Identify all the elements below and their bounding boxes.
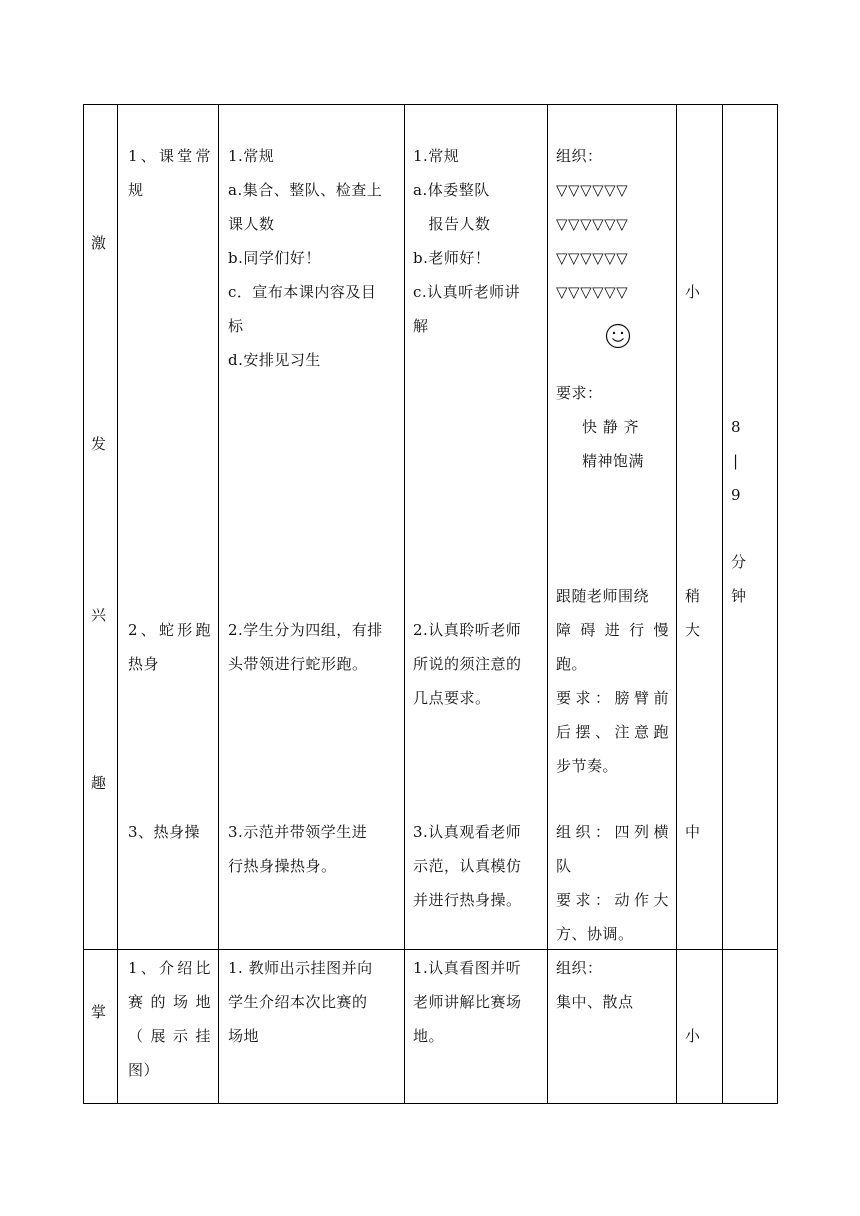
r3-content: 3、热身操 [128, 823, 201, 841]
r2-org-line-5: 后摆、注意跑 [556, 723, 669, 741]
time-line-3: 9 [731, 486, 742, 504]
r2-content-line-1: 2、蛇形跑 [128, 621, 211, 639]
r2-org-line-3: 跑。 [556, 655, 588, 673]
r1-student-line-5: c.认真听老师讲 [413, 283, 521, 301]
r1-teacher-line-7: d.安排见习生 [228, 351, 321, 369]
r1-student-line-6: 解 [413, 317, 429, 335]
r1-content-line-1: 1、课堂常 [128, 147, 211, 165]
table-border-bottom [83, 1103, 778, 1104]
col-line-7-top [777, 104, 778, 949]
r3-teacher-line-2: 行热身操热身。 [228, 857, 337, 875]
r1-formation-row-2: ▽▽▽▽▽▽ [556, 215, 629, 233]
r3-student-line-1: 3.认真观看老师 [413, 823, 522, 841]
col-line-0 [83, 104, 84, 1104]
time-line-4: 分 [731, 553, 747, 571]
section-divider [83, 949, 778, 950]
col-line-5 [676, 104, 677, 1104]
r1-content-line-2: 规 [128, 181, 144, 199]
stage-char-2: 发 [91, 435, 107, 453]
r2-content-line-2: 热身 [128, 655, 160, 673]
r1-formation-row-1: ▽▽▽▽▽▽ [556, 181, 629, 199]
r4-student-line-2: 老师讲解比赛场 [413, 993, 522, 1011]
r2-student-line-2: 所说的须注意的 [413, 655, 522, 673]
r2-student-line-3: 几点要求。 [413, 689, 491, 707]
stage-char-5: 掌 [91, 1003, 107, 1021]
r1-student-line-1: 1.常规 [413, 147, 460, 165]
r3-org-line-2: 队 [556, 857, 572, 875]
r2-intensity-line-1: 稍 [685, 587, 701, 605]
r2-intensity-line-2: 大 [685, 621, 701, 639]
r4-org-line-2: 集中、散点 [556, 993, 634, 1011]
r1-org-line-1: 组织： [556, 147, 603, 165]
r2-org-line-4: 要求：膀臂前 [556, 689, 669, 707]
r3-intensity: 中 [685, 823, 701, 841]
r1-teacher-line-1: 1.常规 [228, 147, 275, 165]
r4-student-line-1: 1.认真看图并听 [413, 959, 522, 977]
r1-student-line-3: 报告人数 [413, 215, 491, 233]
r1-req-label: 要求： [556, 384, 603, 402]
col-line-6 [722, 104, 723, 1104]
col-line-3 [404, 104, 405, 1104]
r4-student-line-3: 地。 [413, 1027, 445, 1045]
stage-char-3: 兴 [91, 606, 107, 624]
r4-intensity: 小 [685, 1027, 701, 1045]
r3-teacher-line-1: 3.示范并带领学生进 [228, 823, 368, 841]
r1-teacher-line-3: 课人数 [228, 215, 275, 233]
col-line-4 [547, 104, 548, 1104]
r1-teacher-line-6: 标 [228, 317, 244, 335]
stage-char-1: 激 [91, 234, 107, 252]
r3-student-line-3: 并进行热身操。 [413, 891, 522, 909]
table-border-top [83, 104, 778, 105]
r1-teacher-line-5: c．宣布本课内容及目 [228, 283, 377, 301]
r4-teacher-line-1: 1. 教师出示挂图并向 [228, 959, 373, 977]
r4-content-line-3: （展示挂 [128, 1027, 211, 1045]
teacher-smiley-icon [605, 323, 631, 349]
r1-formation-row-3: ▽▽▽▽▽▽ [556, 249, 629, 267]
r4-content-line-1: 1、介绍比 [128, 959, 211, 977]
r4-teacher-line-2: 学生介绍本次比赛的 [228, 993, 368, 1011]
time-line-1: 8 [731, 418, 742, 436]
r4-teacher-line-3: 场地 [228, 1027, 260, 1045]
time-line-5: 钟 [731, 587, 747, 605]
col-line-1 [117, 104, 118, 1104]
r1-intensity: 小 [685, 283, 701, 301]
time-line-2: | [733, 452, 739, 470]
r2-org-line-2: 障碍进行慢 [556, 621, 669, 639]
r1-formation-row-4: ▽▽▽▽▽▽ [556, 283, 629, 301]
r1-req-line-2: 精神饱满 [582, 452, 645, 470]
r1-teacher-line-2: a.集合、整队、检查上 [228, 181, 383, 199]
r3-org-line-3: 要求：动作大 [556, 891, 669, 909]
r2-teacher-line-1: 2.学生分为四组，有排 [228, 621, 383, 639]
r3-student-line-2: 示范，认真模仿 [413, 857, 522, 875]
r1-student-line-2: a.体委整队 [413, 181, 490, 199]
r4-content-line-4: 图） [128, 1061, 160, 1079]
col-line-7-bottom [777, 949, 778, 1104]
r1-req-line-1: 快 静 齐 [582, 418, 640, 436]
r1-teacher-line-4: b.同学们好！ [228, 249, 321, 267]
r2-org-line-1: 跟随老师围绕 [556, 587, 650, 605]
r4-org-line-1: 组织： [556, 959, 603, 977]
r3-org-line-4: 方、协调。 [556, 925, 634, 943]
r2-org-line-6: 步节奏。 [556, 757, 619, 775]
r2-teacher-line-2: 头带领进行蛇形跑。 [228, 655, 368, 673]
r2-student-line-1: 2.认真聆听老师 [413, 621, 522, 639]
r4-content-line-2: 赛的场地 [128, 993, 211, 1011]
r3-org-line-1: 组织：四列横 [556, 823, 669, 841]
r1-student-line-4: b.老师好！ [413, 249, 491, 267]
col-line-2 [218, 104, 219, 1104]
stage-char-4: 趣 [91, 774, 107, 792]
